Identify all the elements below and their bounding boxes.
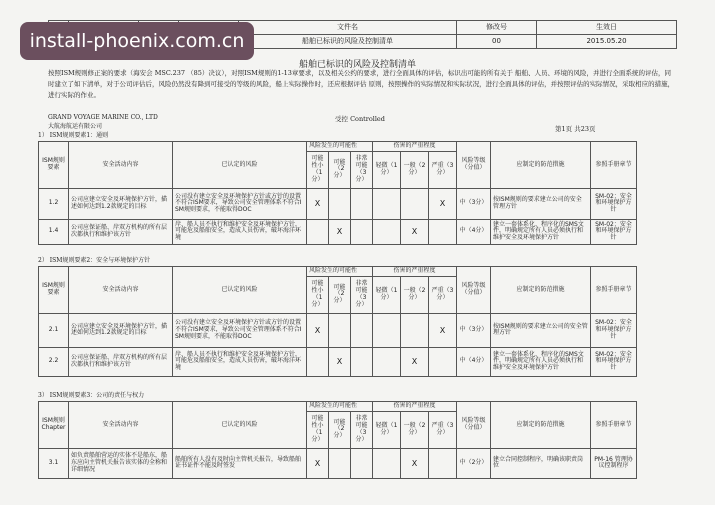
possibility-mark — [329, 448, 351, 478]
possibility-mark — [329, 188, 351, 219]
col-s3: 严重（3分） — [429, 411, 457, 448]
severity-mark: X — [401, 448, 429, 478]
header-effective-date: 2015.05.20 — [537, 35, 677, 49]
table-header-row — [39, 142, 637, 152]
table-row — [39, 219, 637, 244]
controlled-stamp: 受控 Controlled — [335, 115, 385, 123]
row-activity: 公司应保证船、岸双方机构的所有层次都执行和维护该方针 — [69, 347, 173, 376]
row-measure: 按ISM规则的要求建立公司的安全 管理方针 — [491, 188, 591, 219]
possibility-mark — [307, 219, 329, 244]
col-risk: 已认定的风险 — [173, 142, 307, 189]
company-name-en: GRAND VOYAGE MARINE CO., LTD — [48, 114, 158, 121]
page-number: 第1页 共23页 — [555, 125, 596, 133]
row-activity: 公司应建立安全及环境保护方针，描述如何达到1.2款规定的目标 — [69, 188, 173, 219]
row-reference: SM-02：安全和环境保护方针 — [591, 188, 637, 219]
possibility-mark: X — [307, 188, 329, 219]
col-reference: 参照手册章节 — [591, 267, 637, 314]
severity-mark — [373, 347, 401, 376]
severity-mark — [429, 219, 457, 244]
possibility-mark: X — [329, 219, 351, 244]
col-risk: 已认定的风险 — [173, 267, 307, 314]
severity-mark: X — [401, 219, 429, 244]
row-measure: 建立一套体系化、程序化的SMS文件，明确规定所有人员必须执行和维护安全及环境保护方针 — [491, 347, 591, 376]
table-row — [39, 347, 637, 376]
possibility-mark — [329, 313, 351, 347]
row-measure: 建立合同控制程序，明确该职责岗位 — [491, 448, 591, 478]
col-severity: 伤害的严重程度 — [373, 402, 457, 412]
col-p3: 非常可能（3分） — [351, 151, 373, 188]
section-heading: 3） ISM规则要素3：公司的责任与权力 — [38, 392, 145, 399]
col-p2: 可能（2分） — [329, 411, 351, 448]
col-p2: 可能（2分） — [329, 151, 351, 188]
col-activity: 安全活动内容 — [69, 402, 173, 449]
row-reference: SM-02：安全和环境保护方针 — [591, 347, 637, 376]
col-p1: 可能性小（1分） — [307, 276, 329, 313]
intro-paragraph: 按照ISM规则修正案的要求（海安会 MSC.237 （85）决议），对照ISM规则的1-13章要求，以及相关公约的要求，进行全面具体的评估，标识出可能的所有关于 船舶、人员、环境的风险，并进行全面系统的评估，同时建立了如下清单，对于公司评估后，风险仍然没有降到可接受的等级的风险，船上实际操作时，还应根据评估 原则，按照操作的实际情况和实际状况，进行全面具体的评估，并按照评估的实际情况，采取相应的措施，进行实际的作业。 — [48, 69, 675, 99]
row-level: 中（2分） — [457, 448, 491, 478]
col-s3: 严重（3分） — [429, 276, 457, 313]
possibility-mark: X — [307, 313, 329, 347]
severity-mark: X — [429, 313, 457, 347]
col-reference: 参照手册章节 — [591, 402, 637, 449]
row-reference: SM-02：安全和环境保护方针 — [591, 313, 637, 347]
table-header-row — [39, 267, 637, 277]
watermark-banner: install-phoenix.com.cn — [20, 22, 254, 60]
row-risk: 岸、船人员不执行和维护安全及环境保护方针，可能危及船舶安全，造成人员伤害，破坏海洋环境 — [173, 219, 307, 244]
row-measure: 按ISM规则的要求建立公司的安全管理方针 — [491, 313, 591, 347]
col-level: 风险等级（分值） — [457, 142, 491, 189]
col-risk: 已认定的风险 — [173, 402, 307, 449]
col-possibility: 风险发生的可能性 — [307, 402, 373, 412]
severity-mark — [401, 188, 429, 219]
row-level: 中（4分） — [457, 347, 491, 376]
col-p3: 非常可能（3分） — [351, 276, 373, 313]
header-file-name-label: 文件名 — [239, 21, 457, 35]
severity-mark — [429, 448, 457, 478]
company-name-cn: 大航海航运有限公司 — [48, 123, 103, 130]
row-risk: 公司没有建立安全及环境保护方针或方针的设置不符合ISM要求，导致公司安全管理体系不符合ISM规则要求，不能取得DOC — [173, 188, 307, 219]
col-measures: 应制定的防范措施 — [491, 267, 591, 314]
col-s3: 严重（3分） — [429, 151, 457, 188]
possibility-mark — [351, 448, 373, 478]
col-ism: ISM规则要素 — [39, 267, 69, 314]
severity-mark — [373, 188, 401, 219]
col-activity: 安全活动内容 — [69, 267, 173, 314]
col-s2: 一般（2分） — [401, 151, 429, 188]
table-row — [39, 448, 637, 478]
possibility-mark — [351, 188, 373, 219]
row-level: 中（3分） — [457, 313, 491, 347]
col-p3: 非常可能（3分） — [351, 411, 373, 448]
col-p1: 可能性小（1分） — [307, 151, 329, 188]
col-measures: 应制定的防范措施 — [491, 402, 591, 449]
row-measure: 建立一套体系化、程序化的SMS文件，明确规定所有人员必须执行和维护安全及环境保护方针 — [491, 219, 591, 244]
table-row — [39, 188, 637, 219]
col-s1: 轻微（1分） — [373, 411, 401, 448]
page-title: 船舶已标识的风险及控制清单 — [298, 60, 416, 70]
row-id: 2.2 — [39, 347, 69, 376]
row-risk: 岸、船人员不执行和维护安全及环境保护方针，可能危及船舶安全，造成人员伤害，破坏海洋环境 — [173, 347, 307, 376]
possibility-mark: X — [329, 347, 351, 376]
table-row — [39, 313, 637, 347]
header-effective-label: 生效日 — [537, 21, 677, 35]
col-reference: 参照手册章节 — [591, 142, 637, 189]
col-activity: 安全活动内容 — [69, 142, 173, 189]
possibility-mark — [351, 219, 373, 244]
col-s2: 一般（2分） — [401, 276, 429, 313]
col-p2: 可能（2分） — [329, 276, 351, 313]
row-id: 1.4 — [39, 219, 69, 244]
row-risk: 公司没有建立安全及环境保护方针或方针的设置不符合ISM要求，导致公司安全管理体系不符合ISM规则要求，不能取得DOC — [173, 313, 307, 347]
row-id: 1.2 — [39, 188, 69, 219]
severity-mark — [373, 448, 401, 478]
row-level: 中（3分） — [457, 188, 491, 219]
row-activity: 公司应建立安全及环境保护方针，描述如何达到1.2款规定的目标 — [69, 313, 173, 347]
section-heading: 1） ISM规则要素1：通则 — [38, 132, 109, 139]
col-possibility: 风险发生的可能性 — [307, 142, 373, 152]
row-id: 3.1 — [39, 448, 69, 478]
header-file-name: 船舶已标识的风险及控制清单 — [239, 35, 457, 49]
col-ism: ISM规则要素 — [39, 142, 69, 189]
col-p1: 可能性小（1分） — [307, 411, 329, 448]
possibility-mark — [307, 347, 329, 376]
row-activity: 公司应保证船、岸双方机构的所有层次都执行和维护该方针 — [69, 219, 173, 244]
col-s2: 一般（2分） — [401, 411, 429, 448]
table-header-row — [39, 402, 637, 412]
section-heading: 2） ISM规则要素2：安全与环境保护方针 — [38, 257, 151, 264]
row-level: 中（4分） — [457, 219, 491, 244]
col-severity: 伤害的严重程度 — [373, 142, 457, 152]
col-s1: 轻微（1分） — [373, 151, 401, 188]
header-revision: 00 — [457, 35, 537, 49]
col-s1: 轻微（1分） — [373, 276, 401, 313]
col-ism: ISM规则 Chapter — [39, 402, 69, 449]
col-level: 风险等级（分值） — [457, 267, 491, 314]
risk-table — [38, 266, 637, 377]
row-reference: PM-16 管理协议控制程序 — [591, 448, 637, 478]
possibility-mark — [351, 313, 373, 347]
row-id: 2.1 — [39, 313, 69, 347]
severity-mark: X — [401, 347, 429, 376]
row-activity: 如负责船舶营运的实体不是船东，船东应向主管机关报告该实体的全称和详细情况 — [69, 448, 173, 478]
col-level: 风险等级（分值） — [457, 402, 491, 449]
severity-mark — [401, 313, 429, 347]
risk-table — [38, 141, 637, 245]
header-revision-label: 修改号 — [457, 21, 537, 35]
col-measures: 应制定的防范措施 — [491, 142, 591, 189]
severity-mark — [373, 219, 401, 244]
row-risk: 船舶所有人没有及时向主管机关报告，导致船舶证书证件不能及时签发 — [173, 448, 307, 478]
row-reference: SM-02：安全和环境保护方针 — [591, 219, 637, 244]
possibility-mark — [351, 347, 373, 376]
company-block — [48, 113, 158, 131]
severity-mark: X — [429, 188, 457, 219]
severity-mark — [429, 347, 457, 376]
col-severity: 伤害的严重程度 — [373, 267, 457, 277]
risk-table — [38, 401, 637, 479]
severity-mark — [373, 313, 401, 347]
possibility-mark: X — [307, 448, 329, 478]
col-possibility: 风险发生的可能性 — [307, 267, 373, 277]
